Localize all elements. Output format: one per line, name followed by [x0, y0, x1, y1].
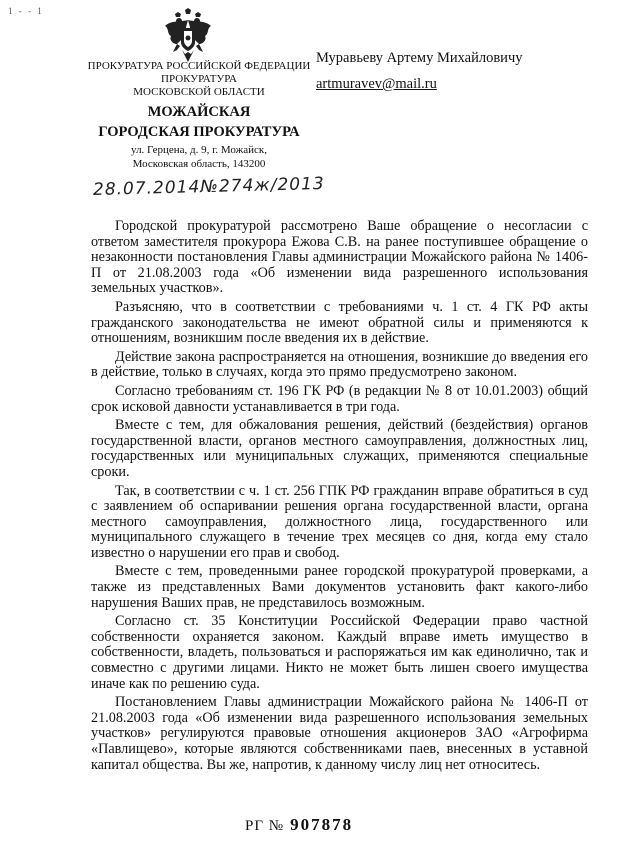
paragraph: Согласно ст. 35 Конституции Российской Федерации право частной собственности охраняется законом. Каждый вправе иметь имущество в собственности, владеть, пользоваться и распоряжаться им как единолично, так и совместно с другими лицами. Никто не может быть лишен своего имущества иначе как по решению суда. [91, 613, 588, 692]
paragraph: Вместе с тем, для обжалования решения, действий (бездействия) органов государственной власти, органов местного самоуправления, должностных лиц, государственных или муниципальных служащих, применяются специальные сроки. [91, 417, 588, 480]
paragraph: Городской прокуратурой рассмотрено Ваше обращение о несогласии с ответом заместителя прокурора Ежова С.В. на ранее поступившее обращение о незаконности постановления Главы администрации Можайского района № 1406-П от 21.08.2003 года «Об изменении вида разрешенного использования земельных участков». [91, 218, 588, 297]
paragraph: Согласно требованиям ст. 196 ГК РФ (в редакции № 8 от 10.01.2003) общий срок исковой давности устанавливается в три года. [91, 382, 588, 415]
office-name: ГОРОДСКАЯ ПРОКУРАТУРА [98, 124, 300, 140]
office-name: МОЖАЙСКАЯ [147, 104, 251, 120]
paragraph: Разъясняю, что в соответствии с требованиями ч. 1 ст. 4 ГК РФ акты гражданского законодательства не имеют обратной силы и применяются к отношениям, возникшим после введения их в действие. [91, 298, 588, 347]
sender-address: Московская область, 143200 [132, 158, 266, 170]
form-serial [245, 815, 353, 835]
paragraph: Постановлением Главы администрации Можайского района № 1406-П от 21.08.2003 года «Об изменении вида разрешенного использования земельных участков» регулируются правовые отношения акционеров ЗАО «Агрофирма «Павлищево», которые являются собственниками паев, внесенных в уставной капитал общества. Вы же, напротив, к данному числу лиц нет относитесь. [91, 694, 588, 773]
paragraph: Действие закона распространяется на отношения, возникшие до введения его в действие, только в случаях, когда это прямо предусмотрено законом. [91, 348, 588, 381]
form-number: 907878 [290, 815, 354, 834]
org-line: МОСКОВСКОЙ ОБЛАСТИ [133, 86, 265, 98]
handwritten-reference: 28.07.2014№274ж/2013 [92, 173, 325, 200]
paragraph: Вместе с тем, проведенными ранее городской прокуратурой проверками, а также из представленных Вами документов установить факт какого-либо нарушения Ваших прав, не представилось возможным. [91, 563, 588, 611]
form-series: РГ № [245, 818, 285, 834]
org-line: ПРОКУРАТУРА [161, 73, 237, 85]
org-line: ПРОКУРАТУРА РОССИЙСКОЙ ФЕДЕРАЦИИ [87, 60, 311, 72]
recipient-name: Муравьеву Артему Михайловичу [316, 50, 523, 66]
recipient-email: artmuravev@mail.ru [316, 76, 437, 92]
letter-body [91, 219, 588, 776]
sender-block [86, 60, 312, 171]
paragraph: Так, в соответствии с ч. 1 ст. 256 ГПК РФ гражданин вправе обратиться в суд с заявлением об оспаривании решения органа государственной власти, органа местного самоуправления, должностного лица, государственного или муниципального служащего в течение трех месяцев со дня, когда ему стало известно о нарушении его прав и свобод. [91, 482, 588, 561]
sender-address: ул. Герцена, д. 9, г. Можайск, [131, 144, 267, 156]
coat-of-arms-icon [163, 8, 213, 64]
scan-mark: 1 - - 1 [8, 6, 44, 16]
